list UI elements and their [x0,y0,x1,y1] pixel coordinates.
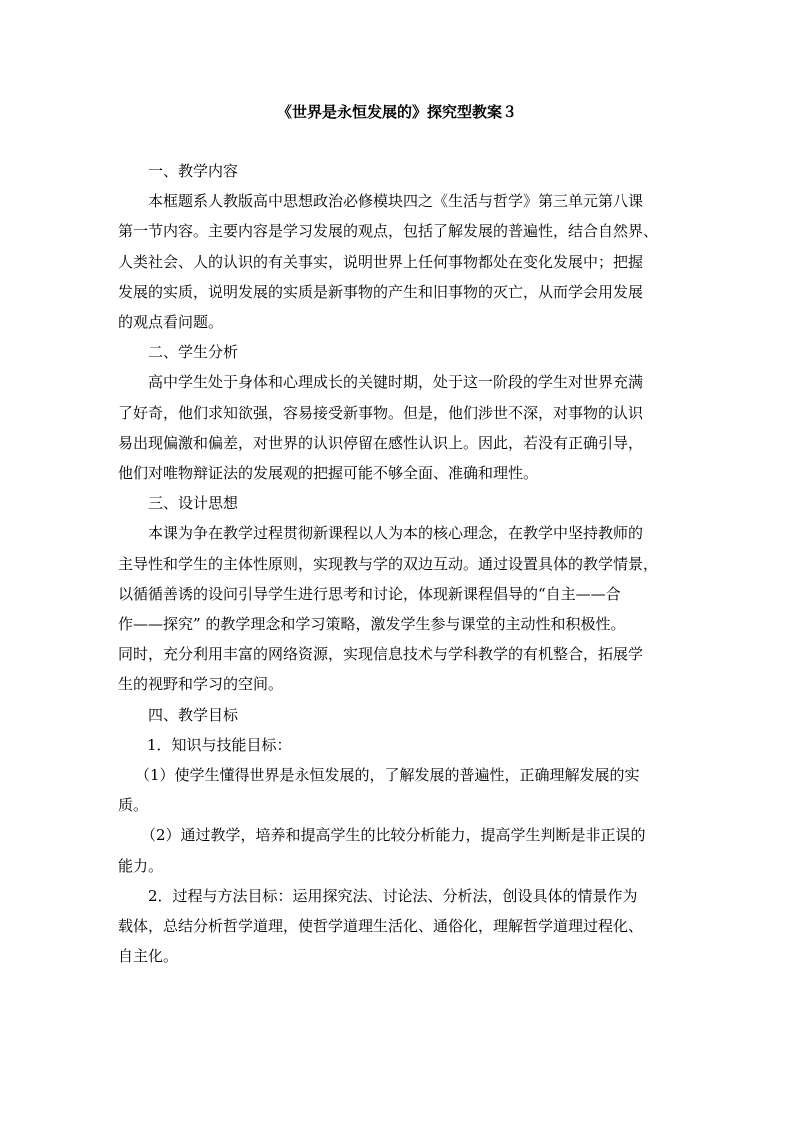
document-body [118,156,678,971]
section-heading: 三、设计思想 [148,494,239,513]
goal-process-line: 2．过程与方法目标：运用探究法、讨论法、分析法，创设具体的情景作为 [148,886,638,905]
goal-process-line: 自主化。 [118,947,179,966]
paragraph-line: 同时，充分利用丰富的网络资源，实现信息技术与学科教学的有机整合，拓展学 [118,645,644,664]
section-heading: 一、教学内容 [148,162,239,180]
paragraph-line: 以循循善诱的设问引导学生进行思考和讨论，体现新课程倡导的“自主——合 [118,584,621,603]
goal-item-line: 质。 [118,796,149,815]
paragraph-line: 他们对唯物辩证法的发展观的把握可能不够全面、准确和理性。 [118,464,539,483]
paragraph-line: 高中学生处于身体和心理成长的关键时期，处于这一阶段的学生对世界充满 [148,373,644,392]
paragraph-line: 发展的实质，说明发展的实质是新事物的产生和旧事物的灭亡，从而学会用发展 [118,282,644,301]
paragraph-line: 人类社会、人的认识的有关事实，说明世界上任何事物都处在变化发展中；把握 [118,252,644,271]
paragraph-line: 作——探究” 的教学理念和学习策略，激发学生参与课堂的主动性和积极性。 [118,615,626,634]
paragraph-line: 第一节内容。主要内容是学习发展的观点，包括了解发展的普遍性，结合自然界、 [118,222,659,241]
paragraph-line: 生的视野和学习的空间。 [118,675,284,694]
goal-subheading: 1．知识与技能目标： [147,735,292,754]
goal-item-line: （1）使学生懂得世界是永恒发展的，了解发展的普遍性，正确理解发展的实 [135,766,640,785]
goal-process-line: 载体，总结分析哲学道理，使哲学道理生活化、通俗化，理解哲学道理过程化、 [118,917,644,936]
section-heading: 四、教学目标 [148,705,239,724]
paragraph-line: 的观点看问题。 [118,313,224,332]
paragraph-line: 了好奇，他们求知欲强，容易接受新事物。但是，他们涉世不深，对事物的认识 [118,403,644,422]
goal-item-line: 能力。 [118,856,164,875]
paragraph-line: 本课为争在教学过程贯彻新课程以人为本的核心理念，在教学中坚持教师的 [148,524,644,543]
goal-item-line: （2）通过教学，培养和提高学生的比较分析能力，提高学生判断是非正误的 [141,826,646,845]
document-title: 《世界是永恒发展的》探究型教案３ [276,103,517,121]
paragraph-line: 主导性和学生的主体性原则，实现教与学的双边互动。通过设置具体的教学情景， [118,554,659,573]
paragraph-line: 本框题系人教版高中思想政治必修模块四之《生活与哲学》第三单元第八课 [148,192,644,211]
paragraph-line: 易出现偏激和偏差，对世界的认识停留在感性认识上。因此，若没有正确引导， [118,433,644,452]
section-heading: 二、学生分析 [148,343,239,362]
